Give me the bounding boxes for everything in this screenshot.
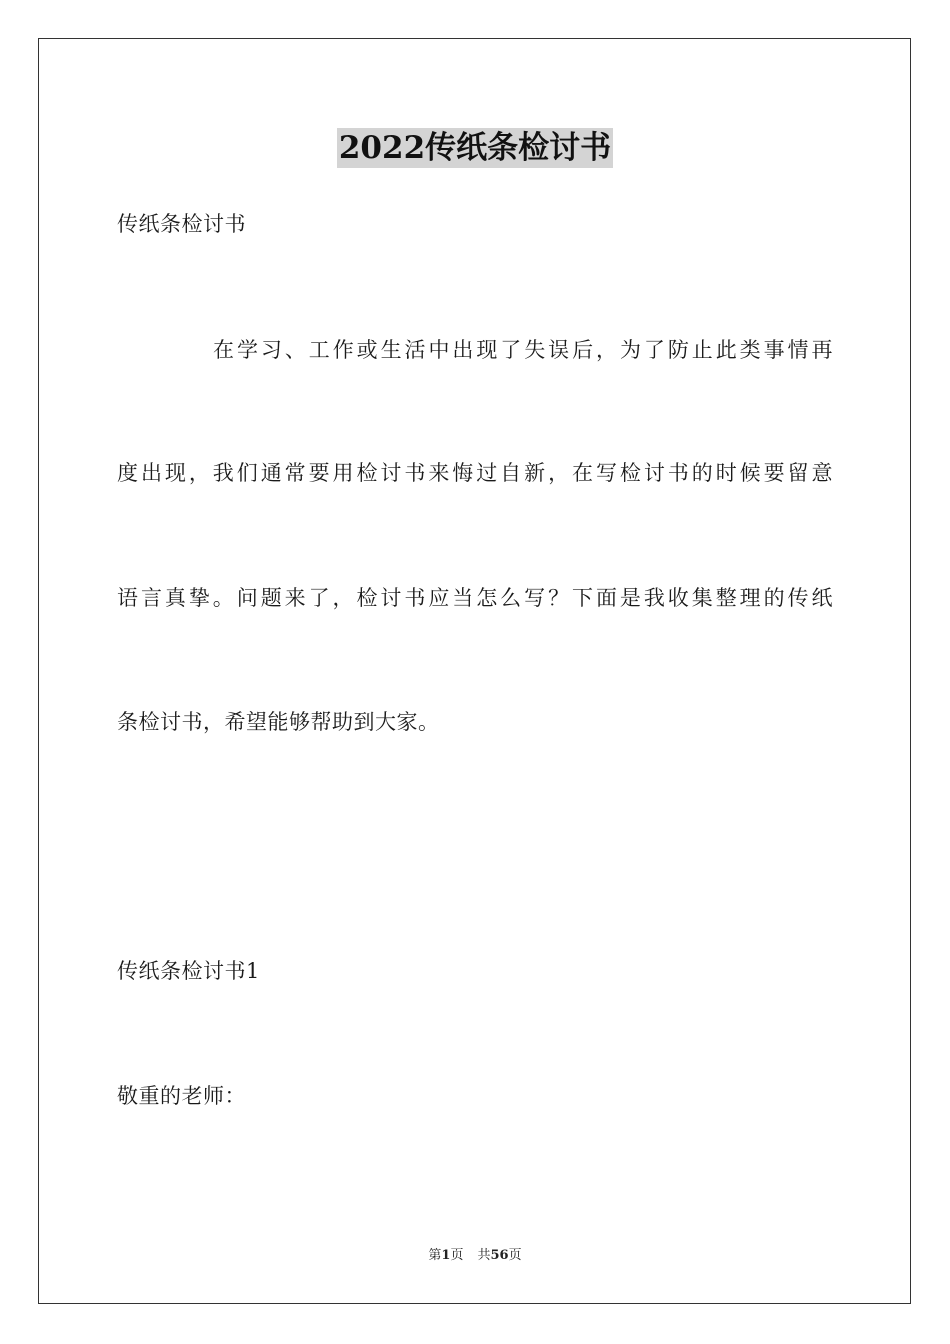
- footer-total-suffix: 页: [508, 1248, 522, 1263]
- intro-line-4: 条检讨书，希望能够帮助到大家。: [117, 710, 440, 734]
- footer-page-prefix: 第: [428, 1248, 442, 1263]
- intro-line-1: 在学习、工作或生活中出现了失误后，为了防止此类事情再: [213, 338, 833, 362]
- footer-total-prefix: 共: [477, 1248, 491, 1263]
- document-title: 2022传纸条检讨书: [338, 130, 612, 166]
- footer-page-number: 1: [441, 1248, 451, 1263]
- intro-line-3: 语言真挚。问题来了，检讨书应当怎么写？下面是我收集整理的传纸: [117, 586, 833, 610]
- salutation: 敬重的老师：: [117, 1084, 246, 1108]
- document-subtitle: 传纸条检讨书: [117, 212, 246, 236]
- intro-line-2: 度出现，我们通常要用检讨书来悔过自新，在写检讨书的时候要留意: [117, 461, 833, 485]
- section-heading: 传纸条检讨书1: [117, 959, 260, 983]
- title-container: [0, 128, 950, 168]
- footer-page-suffix: 页: [450, 1248, 464, 1263]
- page-footer: [0, 1246, 950, 1266]
- footer-total-pages: 56: [490, 1248, 509, 1263]
